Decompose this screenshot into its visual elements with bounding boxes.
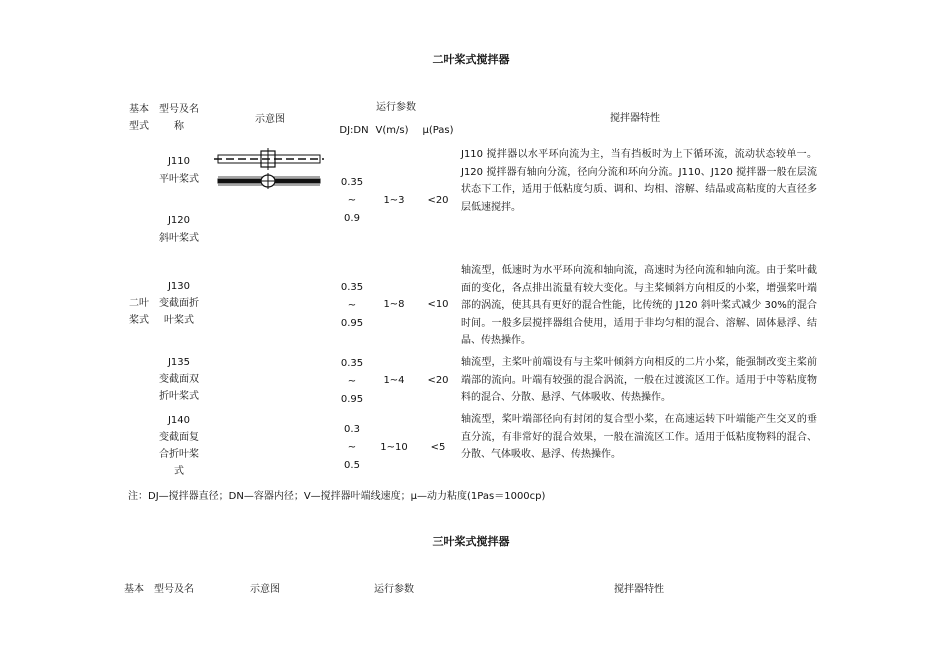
model-name: J110 平叶桨式 — [159, 156, 199, 185]
features-text: 轴流型，主桨叶前端设有与主桨叶倾斜方向相反的二片小桨，能强制改变主桨前端部的流向。叶端有较强的混合涡流，一般在过渡流区工作。适用于中等粘度物料的混合、分散、悬浮、气体吸收、传热操作。 — [461, 357, 817, 403]
header-mu: μ(Pas) — [422, 125, 454, 136]
header-model-name: 型号及名 — [154, 584, 194, 595]
header-model-name: 型号及名 称 — [159, 104, 199, 132]
header-diagram: 示意图 — [255, 114, 285, 125]
header-basic-type: 基本 — [124, 584, 144, 595]
mu-value: <20 — [427, 195, 449, 206]
header-features: 搅拌器特性 — [610, 113, 660, 124]
model-name: J140 变截面复 合折叶桨 式 — [159, 415, 199, 477]
mu-value: <20 — [427, 375, 449, 386]
dj-dn-value: 0.35 ~ 0.95 — [340, 358, 364, 405]
header-operating-params: 运行参数 — [376, 102, 416, 113]
header-basic-type: 基本 型式 — [129, 104, 149, 132]
header-velocity: V(m/s) — [375, 125, 409, 136]
model-name: J120 斜叶桨式 — [159, 215, 199, 244]
footnote: 注：DJ—搅拌器直径；DN—容器内径；V—搅拌器叶端线速度；μ—动力粘度(1Pas＝1000cp) — [128, 491, 546, 502]
velocity-value: 1~10 — [380, 442, 408, 453]
header-dj-dn: DJ:DN — [339, 125, 369, 136]
section-title: 二叶桨式搅拌器 — [432, 53, 510, 66]
features-text: 轴流型，低速时为水平环向流和轴向流，高速时为径向流和轴向流。由于桨叶截面的变化，各点排出流量有较大变化。与主桨倾斜方向相反的小桨，增强桨叶端部的涡流，使其具有更好的混合性能，比传统的 J120 斜叶桨式减少 30%的混合时间。一般多层搅拌器组合使用，适用于非均匀相的混合、溶解、固体悬浮、结晶、传热操作。 — [461, 265, 817, 346]
model-name: J135 变截面双 折叶桨式 — [159, 357, 199, 402]
model-name: J130 变截面折 叶桨式 — [159, 281, 199, 326]
paddle-agitator-diagram — [214, 148, 324, 194]
section-title: 三叶桨式搅拌器 — [432, 535, 510, 548]
features-text: 轴流型，桨叶端部径向有封闭的复合型小桨，在高速运转下叶端能产生交叉的垂直分流，有非常好的混合效果，一般在湍流区工作。适用于低粘度物料的混合、分散、气体吸收、悬浮、传热操作。 — [461, 414, 817, 460]
dj-dn-value: 0.35 ~ 0.9 — [340, 177, 364, 224]
header-features: 搅拌器特性 — [614, 584, 664, 595]
mu-value: <5 — [430, 442, 446, 453]
mu-value: <10 — [427, 299, 449, 310]
dj-dn-value: 0.35 ~ 0.95 — [340, 282, 364, 329]
header-diagram: 示意图 — [250, 584, 280, 595]
basic-type-label: 二叶 桨式 — [129, 298, 149, 326]
header-operating-params: 运行参数 — [374, 584, 414, 595]
velocity-value: 1~8 — [383, 299, 405, 310]
velocity-value: 1~3 — [383, 195, 405, 206]
features-text: J110 搅拌器以水平环向流为主，当有挡板时为上下循环流，流动状态较单一。J120 搅拌器有轴向分流，径向分流和环向分流。J110、J120 搅拌器一般在层流状态下工作，适用于低粘度匀质、调和、均相、溶解、结晶或高粘度的大直径多层低速搅拌。 — [461, 149, 817, 213]
velocity-value: 1~4 — [383, 375, 405, 386]
dj-dn-value: 0.3 ~ 0.5 — [344, 424, 360, 471]
